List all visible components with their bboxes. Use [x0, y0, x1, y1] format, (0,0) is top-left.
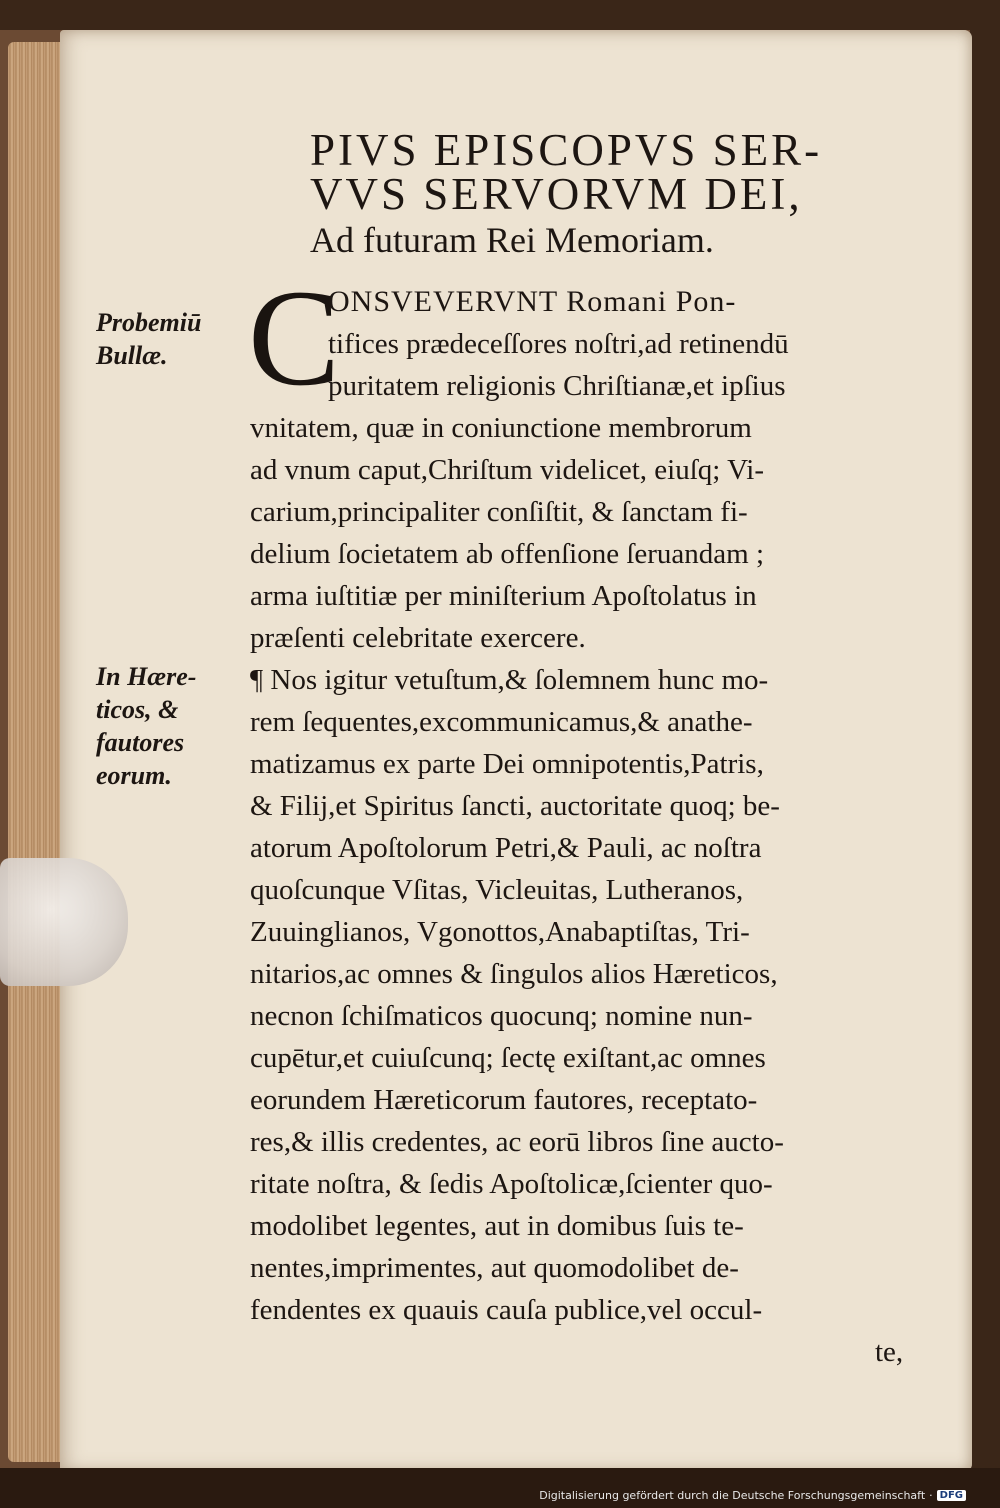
- body-line: arma iuſtitiæ per miniſterium Apoſtolatus in: [250, 580, 757, 612]
- header-line-1: PIVS EPISCOPVS SER-: [310, 125, 823, 175]
- margin-note-prooemium: Probemiū Bullæ.: [96, 308, 202, 370]
- scan-background-bottom: [0, 1468, 1000, 1508]
- body-line: tifices prædeceſſores noſtri,ad retinendū: [328, 328, 789, 360]
- body-line: res,& illis credentes, ac eorū libros ſine aucto-: [250, 1126, 784, 1158]
- body-line: ritate noſtra, & ſedis Apoſtolicæ,ſcienter quo-: [250, 1168, 773, 1200]
- body-line: necnon ſchiſmaticos quocunq; nomine nun-: [250, 1000, 753, 1032]
- body-line: puritatem religionis Chriſtianæ,et ipſius: [328, 370, 786, 402]
- body-line: cupētur,et cuiuſcunq; ſectę exiſtant,ac omnes: [250, 1042, 766, 1074]
- scan-background-top: [0, 0, 1000, 30]
- body-line: carium,principaliter conſiſtit, & ſanctam fi-: [250, 496, 748, 528]
- dfg-logo: DFG: [937, 1490, 966, 1501]
- body-line: matizamus ex parte Dei omnipotentis,Patris,: [250, 748, 764, 780]
- header-line-3: Ad futuram Rei Memoriam.: [310, 220, 714, 260]
- body-line: & Filij,et Spiritus ſancti, auctoritate quoq; be-: [250, 790, 780, 822]
- header-line-2: VVS SERVORVM DEI,: [310, 169, 803, 219]
- body-line: ONSVEVERVNT Romani Pon-: [328, 285, 737, 318]
- body-line: quoſcunque Vſitas, Vicleuitas, Lutheranos,: [250, 874, 744, 906]
- margin-note-haereticos: In Hære- ticos, & fautores eorum.: [96, 662, 197, 790]
- body-line-catchword: te,: [875, 1336, 904, 1368]
- body-line: nentes,imprimentes, aut quomodolibet de-: [250, 1252, 739, 1284]
- footer-text: Digitalisierung gefördert durch die Deutsche Forschungsgemeinschaft: [539, 1489, 926, 1502]
- body-line: fendentes ex quauis cauſa publice,vel occul-: [250, 1294, 763, 1326]
- drop-cap: C: [248, 261, 341, 414]
- body-line: eorundem Hæreticorum fautores, receptato-: [250, 1084, 758, 1116]
- body-line: atorum Apoſtolorum Petri,& Pauli, ac noſtra: [250, 832, 762, 864]
- body-line: præſenti celebritate exercere.: [250, 622, 586, 654]
- body-line: ad vnum caput,Chriſtum videlicet, eiuſq; Vi-: [250, 454, 764, 486]
- body-line: Zuuinglianos, Vgonottos,Anabaptiſtas, Tri-: [250, 916, 750, 948]
- footer-separator: ·: [929, 1489, 933, 1502]
- page-header: [310, 125, 1000, 264]
- body-line: ¶ Nos igitur vetuſtum,& ſolemnem hunc mo-: [250, 664, 769, 696]
- body-line: modolibet legentes, aut in domibus ſuis te-: [250, 1210, 744, 1242]
- body-line: vnitatem, quæ in coniunctione membrorum: [250, 412, 752, 444]
- footer-credit: [539, 1489, 966, 1502]
- body-line: nitarios,ac omnes & ſingulos alios Hæreticos,: [250, 958, 778, 990]
- page-clip: [0, 858, 128, 986]
- body-line: delium ſocietatem ab offenſione ſeruandam ;: [250, 538, 765, 570]
- body-line: rem ſequentes,excommunicamus,& anathe-: [250, 706, 753, 738]
